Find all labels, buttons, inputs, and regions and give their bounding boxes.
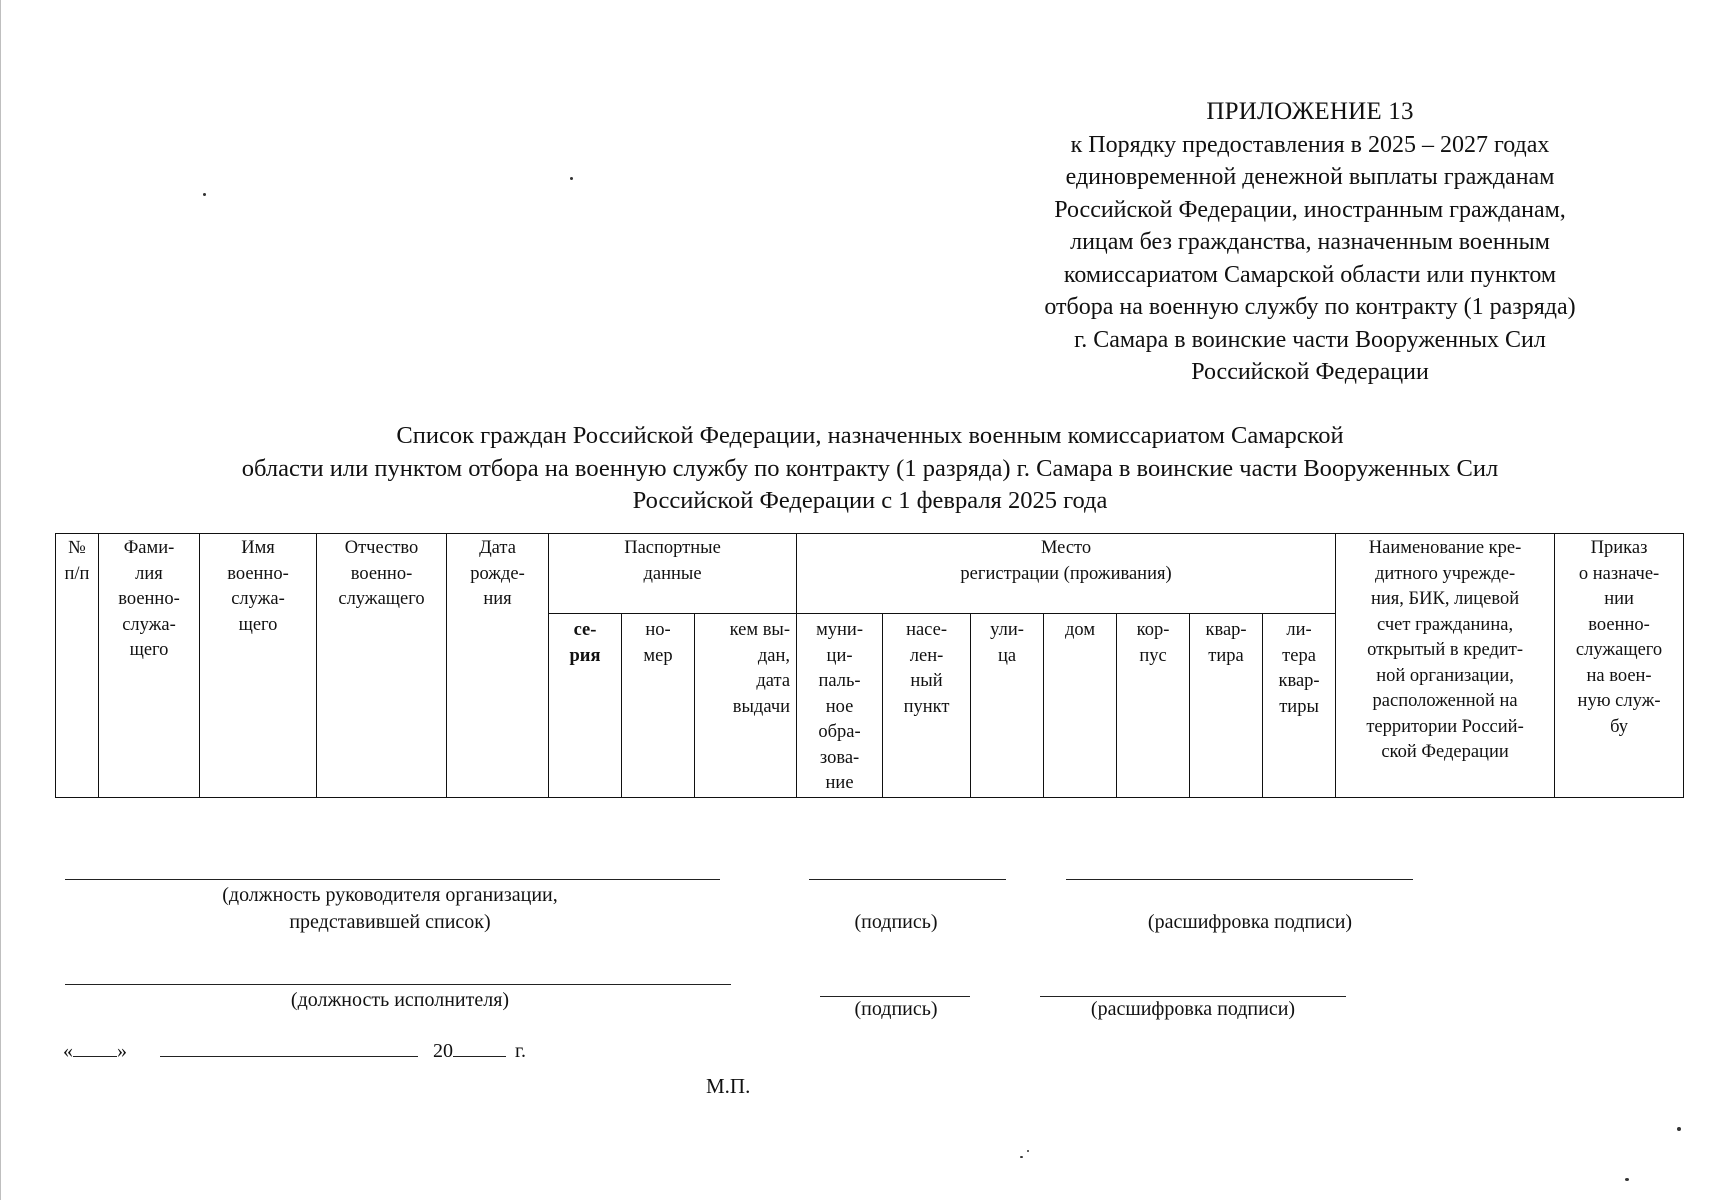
document-title [60,420,1680,518]
scan-speck [1020,1156,1023,1158]
appendix-line: комиссариатом Самарской области или пунктом [1063,261,1557,288]
manager-signature-caption: (подпись) [854,911,938,933]
date-year-blank [453,1038,506,1057]
appendix-line: Российской Федерации [1191,359,1429,385]
manager-decoding-line [1066,879,1413,880]
header-order: Приказ о назначе- нии военно- служащего на воен- ную служ- бу [1555,534,1684,798]
register-table [55,533,1684,798]
scan-speck [1625,1178,1629,1181]
appendix-line: единовременной денежной выплаты гражданам [1065,164,1555,190]
header-number: № п/п [56,534,99,798]
appendix-line: отбора на военную службу по контракту (1 разряда) [1044,294,1576,320]
header-building: кор- пус [1117,614,1190,798]
header-patronymic: Отчество военно- служащего [317,534,447,798]
header-house: дом [1044,614,1117,798]
scan-speck [203,193,206,196]
header-street: ули- ца [971,614,1044,798]
stamp-place-label: М.П. [706,1074,751,1098]
scan-speck [570,177,573,180]
date-open-quote: « [63,1040,73,1062]
appendix-block [960,96,1660,389]
header-registration-group: Место регистрации (проживания) [797,534,1336,614]
header-apartment-letter: ли- тера квар- тиры [1263,614,1336,798]
header-settlement: насе- лен- ный пункт [883,614,971,798]
executor-signature-caption: (подпись) [854,998,938,1020]
scan-edge [0,0,1,1200]
title-line: Российской Федерации с 1 февраля 2025 года [632,487,1108,514]
date-year-suffix: г. [515,1040,526,1062]
manager-signature-line [809,879,1006,880]
date-month-blank [160,1038,418,1057]
appendix-heading: ПРИЛОЖЕНИЕ 13 [1206,98,1414,125]
appendix-line: г. Самара в воинские части Вооруженных Сил [1074,326,1546,353]
header-municipality: муни- ци- паль- ное обра- зова- ние [797,614,883,798]
date-year-prefix: 20 [433,1040,453,1062]
executor-decoding-caption: (расшифровка подписи) [1090,998,1296,1020]
title-line: Список граждан Российской Федерации, назначенных военным комиссариатом Самарской [396,422,1344,449]
date-line [63,1038,526,1063]
appendix-line: к Порядку предоставления в 2025 – 2027 годах [1070,131,1550,158]
header-passport-issued: кем вы- дан, дата выдачи [695,614,797,798]
title-line: области или пунктом отбора на военную службу по контракту (1 разряда) г. Самара в воинские части Вооруженных Сил [241,454,1499,482]
executor-position-line [65,984,731,985]
appendix-line: лицам без гражданства, назначенным военным [1070,229,1550,255]
manager-position-line [65,879,720,880]
date-close-quote: » [117,1040,127,1062]
scan-speck [1027,1150,1029,1152]
manager-position-caption: (должность руководителя организации, представившей список) [222,884,558,933]
header-birthdate: Дата рожде- ния [447,534,549,798]
manager-decoding-caption: (расшифровка подписи) [1147,911,1353,933]
header-passport-group: Паспортные данные [549,534,797,614]
header-surname: Фами- лия военно- служа- щего [99,534,200,798]
header-name: Имя военно- служа- щего [200,534,317,798]
date-day-blank [73,1038,117,1057]
header-passport-series: се- рия [549,614,622,798]
executor-position-caption: (должность исполнителя) [290,989,510,1011]
header-bank-details: Наименование кре- дитного учрежде- ния, БИК, лицевой счет гражданина, открытый в кредит- ной организации, расположенной на территории Россий- ской Федерации [1336,534,1555,798]
header-passport-number: но- мер [622,614,695,798]
scan-speck [1677,1127,1681,1131]
appendix-line: Российской Федерации, иностранным гражданам, [1054,196,1566,223]
header-apartment: квар- тира [1190,614,1263,798]
